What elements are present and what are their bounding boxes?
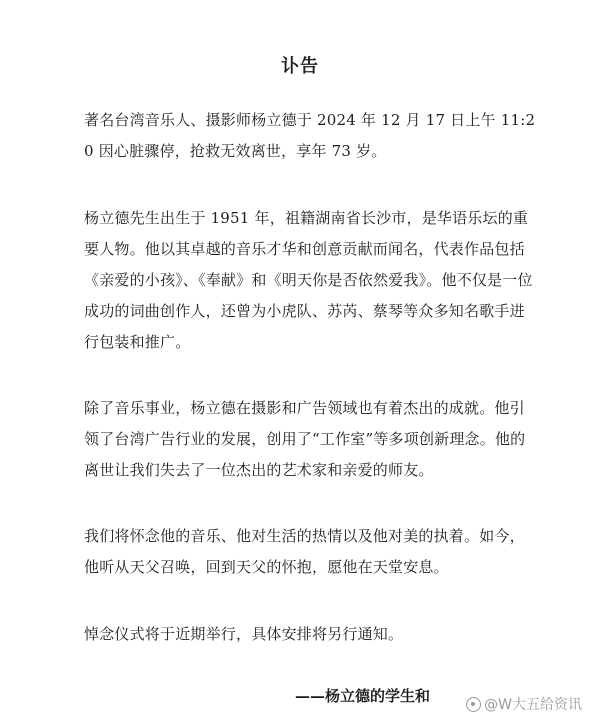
paragraph-memorial-notice: 悼念仪式将于近期举行，具体安排将另行通知。	[84, 625, 404, 643]
watermark	[466, 694, 582, 714]
paragraph-biography: 杨立德先生出生于 1951 年，祖籍湖南省长沙市，是华语乐坛的重要人物。他以其卓越的音乐才华和创意贡献而闻名，代表作品包括《亲爱的小孩》、《奉献》和《明天你是否依然爱我》。他不仅是一位成功的词曲创作人，还曾为小虎队、苏芮、蔡琴等众多知名歌手进行包装和推广。	[84, 209, 533, 351]
paragraph-announcement: 著名台湾音乐人、摄影师杨立德于 2024 年 12 月 17 日上午 11:20 因心脏骤停，抢救无效离世，享年 73 岁。	[84, 111, 536, 160]
watermark-text: @W大五给资讯	[484, 697, 582, 713]
paragraph-remembrance: 我们将怀念他的音乐、他对生活的热情以及他对美的执着。如今，他听从天父召唤，回到天父的怀抱，愿他在天堂安息。	[84, 527, 525, 576]
signature: ——杨立德的学生和	[295, 687, 431, 705]
page-title: 讣告	[281, 56, 319, 77]
paragraph-achievements: 除了音乐事业，杨立德在摄影和广告领域也有着杰出的成就。他引领了台湾广告行业的发展，创用了“工作室”等多项创新理念。他的离世让我们失去了一位杰出的艺术家和亲爱的师友。	[84, 399, 526, 479]
watermark-logo-icon	[466, 697, 481, 712]
